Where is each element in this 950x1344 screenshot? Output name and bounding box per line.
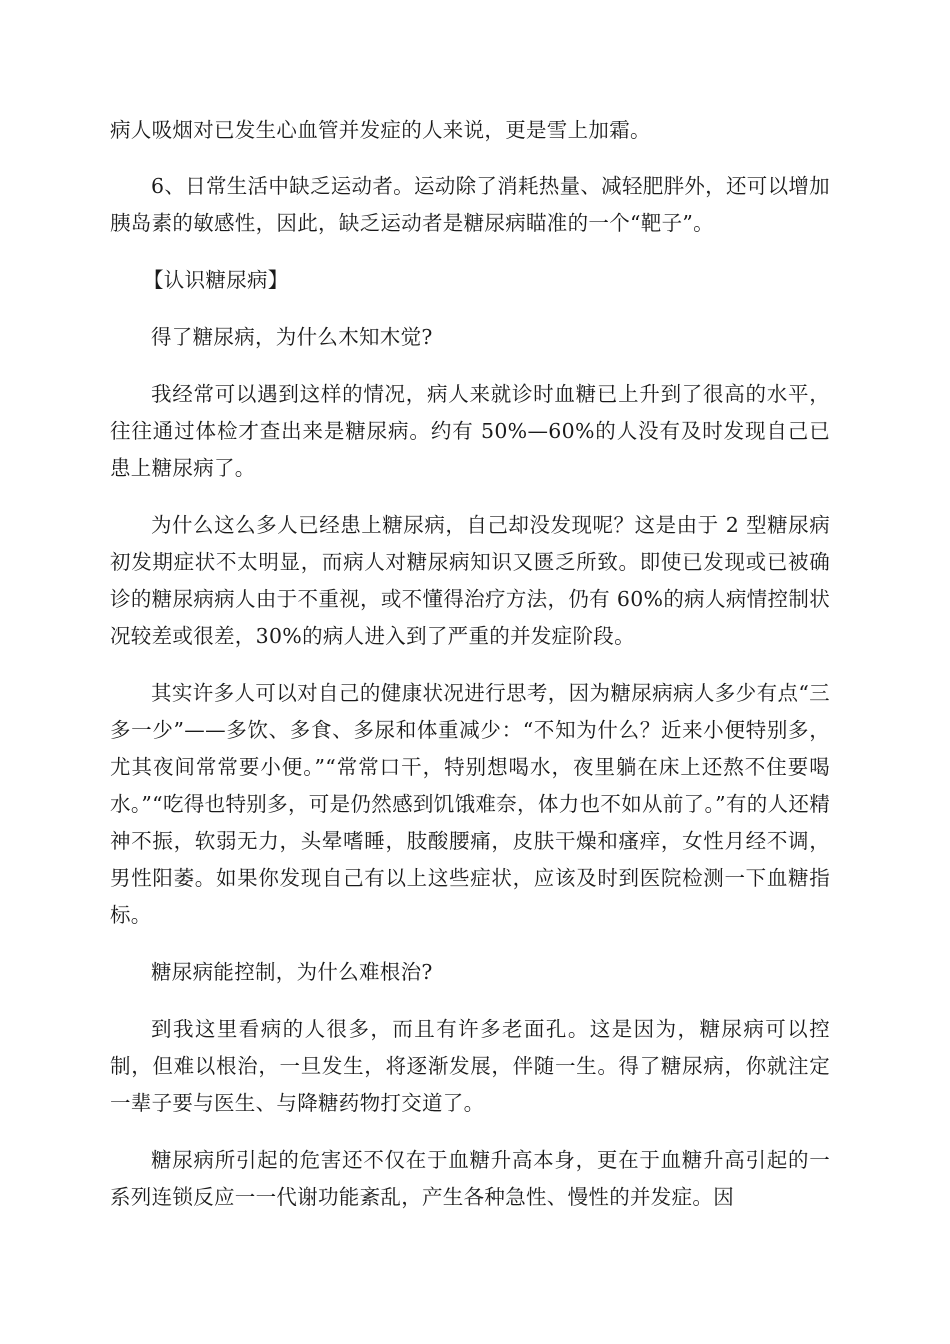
paragraph-lifelong: 到我这里看病的人很多，而且有许多老面孔。这是因为，糖尿病可以控制，但难以根治，一旦发生，将逐渐发展，伴随一生。得了糖尿病，你就注定一辈子要与医生、与降糖药物打交道了。: [110, 1017, 830, 1115]
paragraph-smoking-continued: 病人吸烟对已发生心血管并发症的人来说，更是雪上加霜。: [110, 118, 651, 142]
paragraph-symptoms: 其实许多人可以对自己的健康状况进行思考，因为糖尿病病人多少有点“三多一少”——多饮、多食、多尿和体重减少：“不知为什么？近来小便特别多，尤其夜间常常要小便。”“常常口干，特别想喝水，夜里躺在床上还熬不住要喝水。”“吃得也特别多，可是仍然感到饥饿难奈，体力也不如从前了。”有的人还精神不振，软弱无力，头晕嗜睡，肢酸腰痛，皮肤干燥和瘙痒，女性月经不调，男性阳萎。如果你发现自己有以上这些症状，应该及时到医院检测一下血糖指标。: [110, 681, 830, 927]
paragraph-why-undetected: 为什么这么多人已经患上糖尿病，自己却没发现呢？这是由于 2 型糖尿病初发期症状不太明显，而病人对糖尿病知识又匮乏所致。即使已发现或已被确诊的糖尿病病人由于不重视，或不懂得治疗方法，仍有 60%的病人病情控制状况较差或很差，30%的病人进入到了严重的并发症阶段。: [110, 513, 830, 648]
paragraph-complications: 糖尿病所引起的危害还不仅在于血糖升高本身，更在于血糖升高引起的一系列连锁反应一一代谢功能紊乱，产生各种急性、慢性的并发症。因: [110, 1148, 830, 1209]
paragraph-lack-of-exercise: 6、日常生活中缺乏运动者。运动除了消耗热量、减轻肥胖外，还可以增加胰岛素的敏感性，因此，缺乏运动者是糖尿病瞄准的一个“靶子”。: [110, 174, 830, 235]
section-heading: 【认识糖尿病】: [143, 268, 289, 292]
paragraph-late-discovery: 我经常可以遇到这样的情况，病人来就诊时血糖已上升到了很高的水平，往往通过体检才查出来是糖尿病。约有 50%—60%的人没有及时发现自己已患上糖尿病了。: [110, 382, 830, 480]
document-body: [110, 112, 830, 1216]
question-heading-cure: 糖尿病能控制，为什么难根治?: [151, 960, 433, 984]
question-heading-unaware: 得了糖尿病，为什么木知木觉?: [151, 325, 433, 349]
